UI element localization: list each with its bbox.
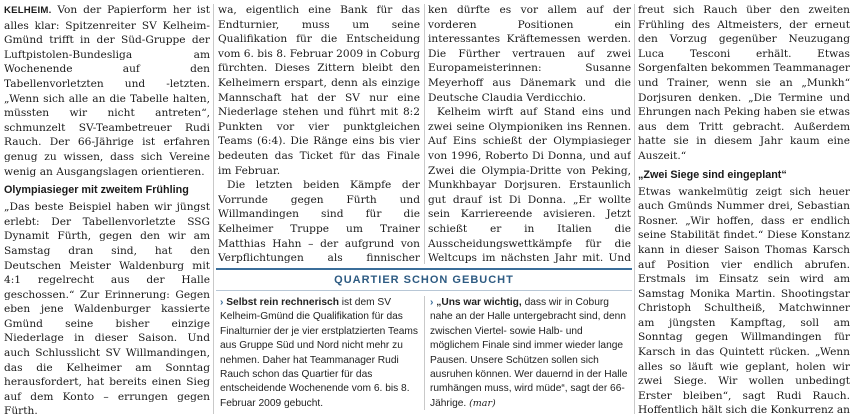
paragraph: freut sich Rauch über den zweiten Frühling des Altmeisters, der erneut den Vorzug gegenüber Neuzugang Luca Tesconi erhält. Etwas Sorgenfalten bekommen Teammanager und Trainer, wenn sie an „Munkh“ Dorjsuren denken. „Die Termine und Ehrungen nach Peking haben sie etwas aus dem Tritt gebracht. Außerdem hatte sie in diesem Jahr kaum eine Auszeit.“ <box>638 4 850 162</box>
info-box <box>216 268 632 414</box>
article-column-4 <box>638 3 850 417</box>
subheading-olympiasieger: Olympiasieger mit zweitem Frühling <box>4 184 189 197</box>
info-lead: Selbst rein rechnerisch <box>226 297 339 308</box>
article-column-1 <box>4 3 210 417</box>
paragraph: Etwas wankelmütig zeigt sich heuer auch Gmünds Nummer drei, Sebastian Rosner. „Wir hoffen, dass er endlich seine Stabilität findet.“ Diese Konstanz kann in dieser Saison Thomas Karsch auf Position vier endlich abrufen. Erstmals im Einsatz sein wird am Samstag Monika Martin. Shootingstar Christoph Schultheiß, Matchwinner am jüngsten Kampftag, soll am Sonntag gegen Willmandingen für Karsch in das Quintett rücken. „Wenn alles so läuft wie geplant, holen wir zwei Siege. Wir wollen unbedingt Erster bleiben“, sagt Rudi Rauch. Hoffentlich hält sich die Konkurrenz an <box>638 185 850 417</box>
dateline: KELHEIM. <box>4 5 52 16</box>
paragraph: wa, eigentlich eine Bank für das Endturnier, muss um seine Qualifikation für die Entscheidung vom 6. bis 8. Februar 2009 in Coburg fürchten. Dieses Zittern bleibt den Kelheimern erspart, denn als einzige Mannschaft hat der SV nur eine Niederlage stehen und führt mit 8:2 Punkten vor vier punktgleichen Teams (6:4). Die Ränge eins bis vier bedeuten das Ticket für das Finale im Februar. <box>218 4 420 177</box>
paragraph: ken dürfte es vor allem auf der vorderen Positionen ein interessantes Kräftemessen werden. Die Fürther vertrauen auf zwei Europameisterinnen: Susanne Meyerhoff aus Dänemark und die Deutsche Claudia Verdicchio. <box>428 4 631 104</box>
arrow-icon: › <box>430 297 434 308</box>
info-lead: „Uns war wichtig, <box>436 297 522 308</box>
column-divider <box>213 4 214 414</box>
article-column-3 <box>428 3 631 266</box>
info-box-title: QUARTIER SCHON GEBUCHT <box>216 268 632 291</box>
subheading-zwei-siege: „Zwei Siege sind eingeplant“ <box>638 168 787 181</box>
arrow-icon: › <box>220 297 224 308</box>
lead-paragraph <box>4 3 210 179</box>
paragraph: Die letzten beiden Kämpfe der Vorrunde gegen Fürth und Willmandingen sind für die Kelheimer Truppe um Trainer Matthias Hahn – der aufgrund von Verpflichtungen als finnischer <box>218 179 420 265</box>
paragraph: Kelheim wirft auf Stand eins und zwei seine Olympioniken ins Rennen. Auf Eins schießt der Olympiasieger von 1996, Roberto Di Donna, und auf Zwei die Olympia-Dritte von Peking, Munkhbayar Dorjsuren. Erstaunlich gut drauf ist Di Donna. „Er wollte sein Karriereende avisieren. Jetzt schießt er in Italien die Ausscheidungswettkämpfe für die Weltcups im nächsten Jahr mit. Und <box>428 106 631 265</box>
info-box-right-column <box>430 296 630 411</box>
info-text: dass wir in Coburg nahe an der Halle untergebracht sind, denn zwischen Viertel- sowie Halb- und möglichem Finale sind immer wieder lange Pausen. Unsere Schützen sollen sich ausruhen können. Wer dauernd in der Halle rumhängen muss, wird müde“, sagt der 66-Jährige. <box>430 297 628 409</box>
info-text: ist dem SV Kelheim-Gmünd die Qualifikation für das Finalturnier der je vier erstplatzierten Teams aus Gruppe Süd und Nord nicht mehr zu nehmen. Daher hat Teammanager Rudi Rauch schon das Quartier für das entscheidende Wochenende vom 6. bis 8. Februar 2009 gebucht. <box>220 297 418 409</box>
paragraph: „Das beste Beispiel haben wir jüngst erlebt: Der Tabellenvorletzte SSG Dynamit Fürth, gegen den wir am Samstag dran sind, hat den Deutschen Meister Waldenburg mit 4:1 regelrecht aus der Halle geschossen.“ Zur Erinnerung: Gegen eben jene Waldenburger kassierte Gmünd seine bisher einzige Niederlage in dieser Saison. Und auch Schlusslicht SV Willmandingen, das die Kelheimer am Sonntag herausfordert, hat bereits einen Sieg auf dem Konto – errungen gegen Fürth. <box>4 201 210 417</box>
info-box-divider <box>424 296 425 410</box>
lead-text: Von der Papierform her ist alles klar: Spitzenreiter SV Kelheim-Gmünd trifft in der Süd-Gruppe der Luftpistolen-Bundesliga am Wochenende auf den Tabellenvorletzten und -letzten. „Wenn sich alle an die Tabelle halten, müssten wir nicht antreten“, schmunzelt SV-Teambetreuer Rudi Rauch. Der 66-Jährige ist erfahren genug zu wissen, dass sich Vereine wenig an Ausgangslagen orientieren. <box>4 4 210 178</box>
article-column-2 <box>218 3 420 266</box>
info-box-left-column <box>220 296 420 411</box>
info-signature: (mar) <box>469 397 496 409</box>
column-divider <box>634 4 635 414</box>
column-divider <box>424 4 425 264</box>
